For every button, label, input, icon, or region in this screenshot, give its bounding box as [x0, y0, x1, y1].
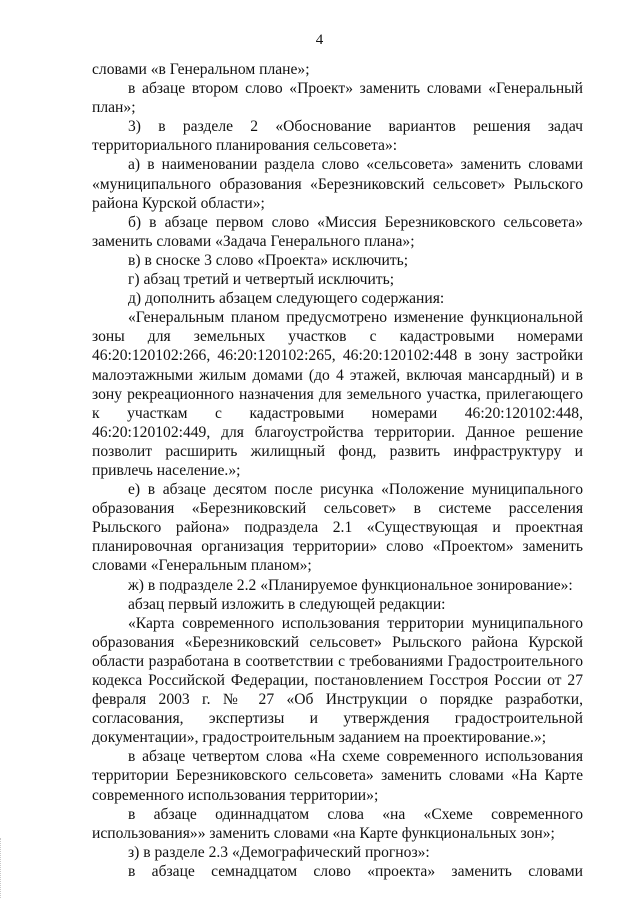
paragraph: в абзаце семнадцатом слово «проекта» заменить словами	[128, 862, 583, 880]
paragraph: ж) в подразделе 2.2 «Планируемое функциональное зонирование»:	[128, 576, 573, 594]
paragraph: в абзаце четвертом слова «На схеме современного использования территории Березниковского сельсовета» заменить словами «На Карте современного использования территории»;	[92, 748, 583, 804]
paragraph: словами «в Генеральном плане»;	[92, 61, 310, 78]
paragraph: 3) в разделе 2 «Обоснование вариантов решения задач территориального планирования сельсовета»:	[92, 118, 583, 155]
paragraph: в абзаце одиннадцатом слова «на «Схеме современного использования»» заменить словами «на Карте функциональных зон»;	[92, 805, 583, 842]
paragraph: в) в сноске 3 слово «Проекта» исключить;	[128, 251, 409, 269]
paragraph: «Генеральным планом предусмотрено изменение функциональной зоны для земельных участков с кадастровыми номерами 46:20:120102:266, 46:20:120102:265, 46:20:120102:448 в зону застройки малоэтажными жилым домами (до 4 этажей, включая мансардный) и в зону рекреационного назначения для земельного участка, прилегающего к участкам с кадастровыми номерами 46:20:120102:448, 46:20:120102:449, для благоустройства территории. Данное решение позволит расширить жилищный фонд, развить инфраструктуру и привлечь население.»;	[92, 309, 583, 479]
paragraph: б) в абзаце первом слово «Миссия Березниковского сельсовета» заменить словами «Задача Генерального плана»;	[92, 213, 583, 250]
scan-edge-mark	[0, 838, 9, 898]
paragraph: д) дополнить абзацем следующего содержания:	[128, 290, 445, 308]
paragraph: е) в абзаце десятом после рисунка «Положение муниципального образования «Березниковский сельсовет» в системе расселения Рыльского района» подраздела 2.1 «Существующая и проектная планировочная организация территории» слово «Проектом» заменить словами «Генеральным планом»;	[92, 481, 583, 575]
document-body	[92, 60, 583, 881]
paragraph: абзац первый изложить в следующей редакции:	[128, 595, 446, 613]
paragraph: а) в наименовании раздела слово «сельсовета» заменить словами «муниципального образования «Березниковский сельсовет» Рыльского района Курской области»;	[92, 156, 583, 212]
paragraph: г) абзац третий и четвертый исключить;	[128, 271, 395, 289]
paragraph: «Карта современного использования территории муниципального образования «Березниковский сельсовет» Рыльского района Курской области разработана в соответствии с требованиями Градостроительного кодекса Российской Федерации, постановлением Госстроя России от 27 февраля 2003 г. № 27 «Об Инструкции о порядке разработки, согласования, экспертизы и утверждения градостроительной документации», градостроительным заданием на проектирование.»;	[92, 614, 583, 747]
page-number: 4	[315, 32, 324, 48]
paragraph: з) в разделе 2.3 «Демографический прогноз»:	[128, 843, 430, 861]
paragraph: в абзаце втором слово «Проект» заменить словами «Генеральный план»;	[92, 80, 583, 117]
